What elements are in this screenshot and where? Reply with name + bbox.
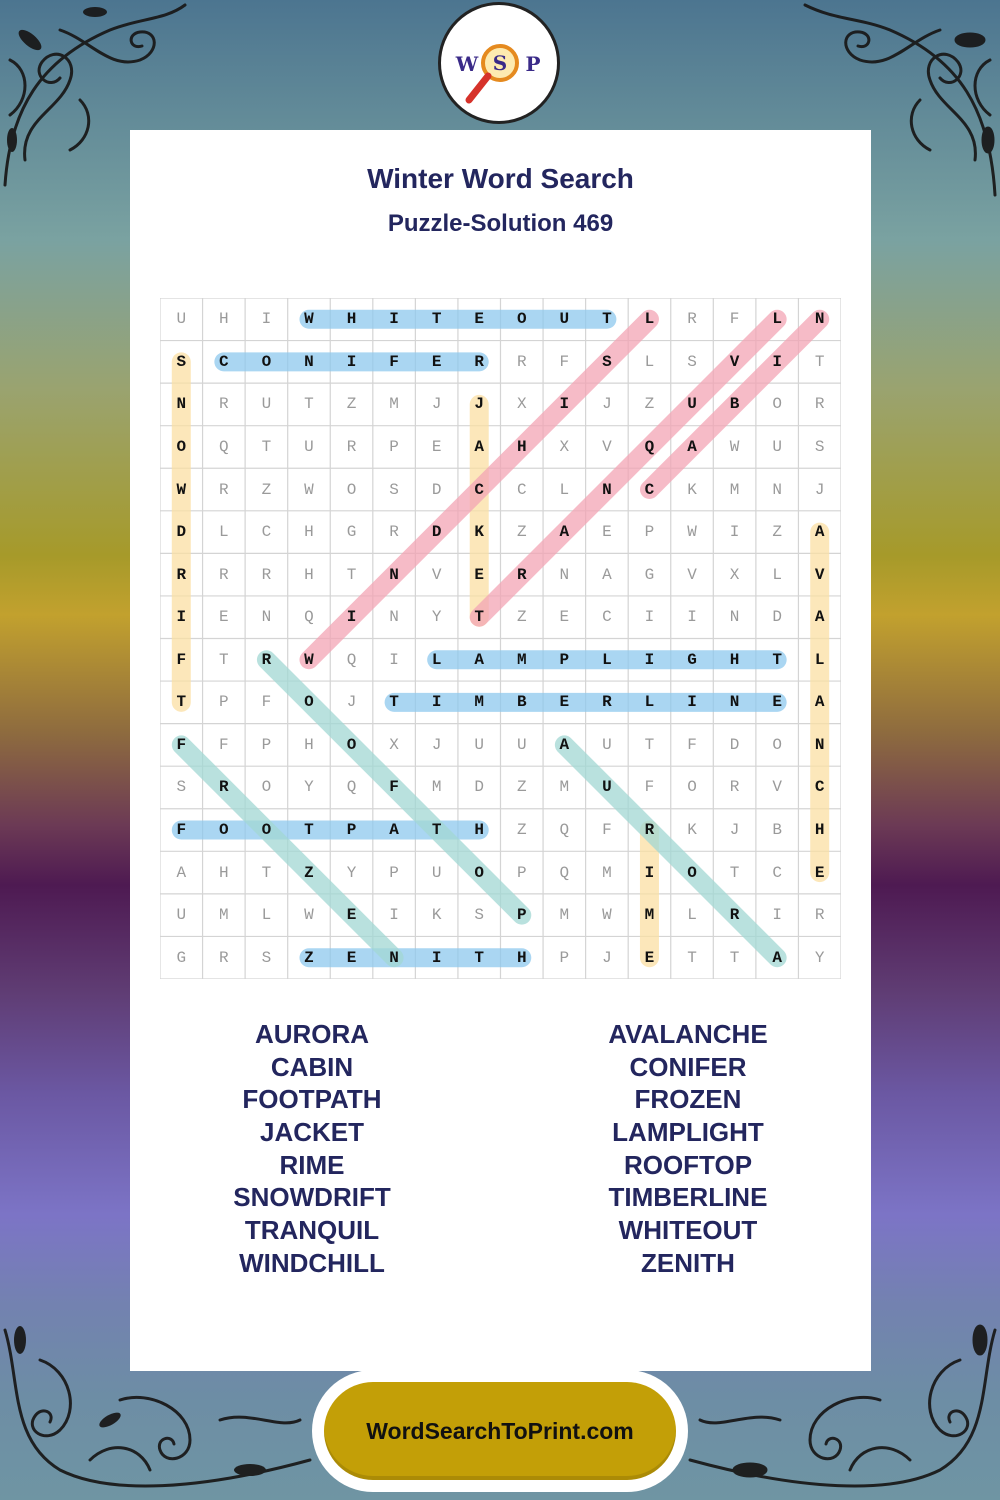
grid-cell: U xyxy=(602,735,612,754)
grid-cell: R xyxy=(729,778,740,797)
grid-cell: L xyxy=(431,650,442,669)
grid-cell: D xyxy=(772,608,782,627)
grid-cell: A xyxy=(814,608,825,627)
grid-cell: F xyxy=(389,352,399,371)
grid-cell: R xyxy=(814,906,825,925)
grid-cell: Z xyxy=(261,480,272,499)
grid-cell: E xyxy=(346,948,357,967)
grid-cell: O xyxy=(516,310,527,329)
grid-cell: Z xyxy=(346,395,357,414)
grid-cell: H xyxy=(516,948,527,967)
grid-cell: O xyxy=(772,395,782,414)
grid-cell: E xyxy=(559,608,570,627)
grid-cell: L xyxy=(261,906,272,925)
grid-cell: V xyxy=(814,565,825,584)
grid-cell: T xyxy=(176,693,187,712)
grid-cell: N xyxy=(304,352,314,371)
grid-cell: N xyxy=(772,480,782,499)
grid-cell: N xyxy=(559,565,570,584)
grid-cell: R xyxy=(729,906,740,925)
grid-cell: O xyxy=(304,693,314,712)
grid-cell: G xyxy=(687,650,697,669)
grid-cell: W xyxy=(304,310,314,329)
grid-cell: N xyxy=(261,608,272,627)
grid-cell: L xyxy=(559,480,570,499)
grid-cell: U xyxy=(559,310,570,329)
magnifier-icon xyxy=(441,5,557,121)
grid-cell: I xyxy=(389,906,399,925)
grid-cell: D xyxy=(474,778,485,797)
grid-cell: M xyxy=(389,395,399,414)
grid-cell: R xyxy=(602,693,612,712)
grid-cell: I xyxy=(261,310,272,329)
grid-cell: C xyxy=(474,480,485,499)
grid-cell: U xyxy=(687,395,697,414)
grid-cell: M xyxy=(516,650,527,669)
grid-cell: J xyxy=(346,693,357,712)
grid-cell: P xyxy=(644,523,655,542)
grid-cell: M xyxy=(729,480,740,499)
grid-cell: X xyxy=(516,395,527,414)
grid-cell: Z xyxy=(516,821,527,840)
grid-cell: T xyxy=(602,310,612,329)
grid-cell: L xyxy=(687,906,697,925)
grid-cell: B xyxy=(729,395,740,414)
grid-cell: Y xyxy=(304,778,314,797)
grid-cell: T xyxy=(431,821,442,840)
grid-cell: X xyxy=(729,565,740,584)
grid-cell: A xyxy=(772,948,782,967)
grid-cell: M xyxy=(431,778,442,797)
grid-cell: F xyxy=(219,735,229,754)
logo-letter-w: W xyxy=(455,52,479,76)
grid-cell: I xyxy=(772,906,782,925)
grid-cell: I xyxy=(687,608,697,627)
grid-cell: O xyxy=(219,821,229,840)
grid-cell: L xyxy=(644,693,655,712)
grid-cell: D xyxy=(729,735,740,754)
grid-cell: O xyxy=(261,778,272,797)
grid-cell: C xyxy=(261,523,272,542)
grid-cell: A xyxy=(814,693,825,712)
grid-cell: Q xyxy=(304,608,314,627)
grid-cell: E xyxy=(559,693,570,712)
grid-cell: T xyxy=(474,948,485,967)
grid-cell: J xyxy=(729,821,740,840)
grid-cell: A xyxy=(389,821,399,840)
grid-cell: Z xyxy=(516,608,527,627)
grid-cell: Q xyxy=(346,778,357,797)
grid-cell: N xyxy=(729,608,740,627)
grid-cell: C xyxy=(814,778,825,797)
logo-letter-s: S xyxy=(492,51,508,75)
grid-cell: M xyxy=(474,693,485,712)
grid-cell: L xyxy=(644,310,655,329)
grid-cell: E xyxy=(474,565,485,584)
footer-banner-link[interactable] xyxy=(324,1382,676,1480)
grid-cell: V xyxy=(772,778,782,797)
grid-cell: T xyxy=(474,608,485,627)
grid-cell: Z xyxy=(516,523,527,542)
grid-cell: H xyxy=(304,565,314,584)
grid-cell: W xyxy=(602,906,612,925)
grid-cell: I xyxy=(431,948,442,967)
grid-cell: S xyxy=(176,778,187,797)
grid-cell: O xyxy=(176,437,187,456)
grid-cell: J xyxy=(431,735,442,754)
grid-cell: M xyxy=(644,906,655,925)
grid-cell: A xyxy=(559,735,570,754)
grid-cell: U xyxy=(772,437,782,456)
grid-cell: N xyxy=(602,480,612,499)
grid-cell: T xyxy=(261,437,272,456)
grid-cell: O xyxy=(772,735,782,754)
grid-cell: D xyxy=(431,523,442,542)
grid-cell: H xyxy=(516,437,527,456)
grid-cell: H xyxy=(729,650,740,669)
grid-cell: G xyxy=(644,565,655,584)
grid-cell: R xyxy=(516,565,527,584)
grid-cell: V xyxy=(687,565,697,584)
grid-cell: I xyxy=(389,310,399,329)
grid-cell: R xyxy=(389,523,399,542)
grid-cell: E xyxy=(474,310,485,329)
grid-cell: S xyxy=(176,352,187,371)
grid-cell: V xyxy=(431,565,442,584)
grid-cell: I xyxy=(389,650,399,669)
grid-cell: S xyxy=(602,352,612,371)
grid-cell: T xyxy=(687,948,697,967)
grid-cell: A xyxy=(176,863,187,882)
grid-cell: I xyxy=(644,650,655,669)
grid-cell: H xyxy=(814,821,825,840)
grid-cell: L xyxy=(219,523,229,542)
grid-cell: O xyxy=(346,480,357,499)
grid-cell: X xyxy=(389,735,399,754)
grid-cell: F xyxy=(176,650,187,669)
grid-cell: H xyxy=(304,523,314,542)
grid-cell: W xyxy=(687,523,697,542)
grid-cell: R xyxy=(219,948,229,967)
grid-cell: F xyxy=(687,735,697,754)
grid-cell: O xyxy=(474,863,485,882)
grid-cell: I xyxy=(687,693,697,712)
grid-cell: K xyxy=(474,523,485,542)
grid-cell: G xyxy=(176,948,187,967)
grid-cell: W xyxy=(729,437,740,456)
grid-cell: T xyxy=(431,310,442,329)
grid-cell: M xyxy=(602,863,612,882)
grid-cell: C xyxy=(219,352,229,371)
grid-cell: T xyxy=(729,863,740,882)
grid-cell: N xyxy=(176,395,187,414)
page-title: Winter Word Search xyxy=(367,163,634,194)
grid-cell: T xyxy=(644,735,655,754)
grid-cell: I xyxy=(644,863,655,882)
grid-cell: O xyxy=(346,735,357,754)
grid-cell: I xyxy=(772,352,782,371)
word-list-item: FOOTPATH xyxy=(242,1084,382,1115)
word-list-item: WHITEOUT xyxy=(618,1215,758,1246)
grid-cell: P xyxy=(261,735,272,754)
grid-cell: R xyxy=(346,437,357,456)
grid-cell: A xyxy=(602,565,612,584)
grid-cell: U xyxy=(261,395,272,414)
grid-cell: F xyxy=(729,310,740,329)
grid-cell: T xyxy=(814,352,825,371)
grid-cell: T xyxy=(261,863,272,882)
grid-cell: B xyxy=(516,693,527,712)
grid-cell: I xyxy=(346,608,357,627)
grid-cell: L xyxy=(772,310,782,329)
grid-cell: A xyxy=(474,650,485,669)
grid-cell: N xyxy=(814,310,825,329)
grid-cell: O xyxy=(261,352,272,371)
grid-cell: Z xyxy=(772,523,782,542)
page-subtitle: Puzzle-Solution 469 xyxy=(387,210,614,237)
grid-cell: N xyxy=(389,608,399,627)
grid-cell: E xyxy=(814,863,825,882)
grid-cell: Q xyxy=(559,821,570,840)
grid-cell: H xyxy=(346,310,357,329)
word-list-item: CABIN xyxy=(270,1051,354,1082)
grid-cell: K xyxy=(687,480,697,499)
grid-cell: C xyxy=(644,480,655,499)
grid-cell: O xyxy=(687,778,697,797)
grid-cell: L xyxy=(644,352,655,371)
grid-cell: E xyxy=(346,906,357,925)
grid-cell: Z xyxy=(516,778,527,797)
logo-letter-p: P xyxy=(525,52,541,76)
grid-cell: A xyxy=(474,437,485,456)
grid-cell: Z xyxy=(304,948,314,967)
grid-cell: Q xyxy=(219,437,229,456)
grid-cell: Y xyxy=(431,608,442,627)
grid-cell: D xyxy=(176,523,187,542)
grid-cell: A xyxy=(814,523,825,542)
grid-cell: T xyxy=(389,693,399,712)
grid-cell: P xyxy=(516,906,527,925)
grid-cell: H xyxy=(474,821,485,840)
grid-cell: R xyxy=(219,565,229,584)
grid-cell: Y xyxy=(346,863,357,882)
grid-cell: U xyxy=(602,778,612,797)
grid-cell: S xyxy=(389,480,399,499)
grid-cell: J xyxy=(474,395,485,414)
grid-cell: E xyxy=(431,437,442,456)
grid-cell: R xyxy=(261,650,272,669)
word-list-right xyxy=(538,1018,838,1280)
grid-cell: S xyxy=(474,906,485,925)
word-list-item: AURORA xyxy=(254,1019,370,1049)
word-list-item: SNOWDRIFT xyxy=(233,1182,391,1213)
grid-cell: E xyxy=(431,352,442,371)
grid-cell: C xyxy=(516,480,527,499)
grid-cell: R xyxy=(176,565,187,584)
grid-cell: B xyxy=(772,821,782,840)
grid-cell: H xyxy=(304,735,314,754)
grid-cell: K xyxy=(687,821,697,840)
grid-cell: J xyxy=(814,480,825,499)
grid-cell: I xyxy=(559,395,570,414)
grid-cell: F xyxy=(559,352,570,371)
grid-cell: H xyxy=(219,310,229,329)
grid-cell: F xyxy=(176,735,187,754)
grid-cell: X xyxy=(559,437,570,456)
grid-cell: P xyxy=(389,863,399,882)
grid-cell: F xyxy=(602,821,612,840)
grid-cell: R xyxy=(219,778,229,797)
grid-cell: T xyxy=(729,948,740,967)
grid-cell: T xyxy=(219,650,229,669)
grid-cell: U xyxy=(474,735,485,754)
grid-cell: O xyxy=(261,821,272,840)
grid-cell: E xyxy=(219,608,229,627)
grid-cell: E xyxy=(772,693,782,712)
grid-cell: R xyxy=(644,821,655,840)
grid-cell: U xyxy=(176,310,187,329)
site-logo[interactable] xyxy=(438,2,560,124)
word-list-item: TRANQUIL xyxy=(244,1215,380,1246)
grid-cell: L xyxy=(772,565,782,584)
grid-cell: U xyxy=(431,863,442,882)
grid-cell: U xyxy=(304,437,314,456)
word-list-item: CONIFER xyxy=(629,1051,747,1082)
grid-cell: E xyxy=(602,523,612,542)
grid-cell: D xyxy=(431,480,442,499)
grid-cell: N xyxy=(389,948,399,967)
grid-cell: I xyxy=(729,523,740,542)
grid-cell: N xyxy=(729,693,740,712)
word-list-item: AVALANCHE xyxy=(608,1019,768,1049)
grid-cell: N xyxy=(814,735,825,754)
word-list-item: ROOFTOP xyxy=(623,1149,753,1180)
word-list-item: TIMBERLINE xyxy=(608,1182,768,1213)
grid-cell: M xyxy=(219,906,229,925)
grid-cell: T xyxy=(304,395,314,414)
grid-cell: W xyxy=(176,480,187,499)
grid-cell: U xyxy=(176,906,187,925)
grid-cell: K xyxy=(431,906,442,925)
grid-cell: L xyxy=(814,650,825,669)
grid-cell: I xyxy=(431,693,442,712)
word-list-item: LAMPLIGHT xyxy=(612,1117,764,1148)
grid-cell: V xyxy=(602,437,612,456)
grid-cell: S xyxy=(814,437,825,456)
grid-cell: V xyxy=(729,352,740,371)
word-list-item: ZENITH xyxy=(641,1247,735,1278)
grid-cell: I xyxy=(644,608,655,627)
grid-cell: R xyxy=(814,395,825,414)
grid-cell: O xyxy=(687,863,697,882)
grid-cell: I xyxy=(346,352,357,371)
grid-cell: I xyxy=(176,608,187,627)
grid-cell: S xyxy=(687,352,697,371)
grid-cell: Z xyxy=(644,395,655,414)
grid-cell: N xyxy=(389,565,399,584)
grid-cell: M xyxy=(559,906,570,925)
grid-cell: R xyxy=(687,310,697,329)
grid-cell: W xyxy=(304,906,314,925)
grid-cell: T xyxy=(304,821,314,840)
grid-cell: F xyxy=(644,778,655,797)
grid-cell: L xyxy=(602,650,612,669)
grid-cell: R xyxy=(261,565,272,584)
grid-cell: H xyxy=(219,863,229,882)
grid-cell: F xyxy=(176,821,187,840)
grid-cell: Q xyxy=(346,650,357,669)
grid-cell: G xyxy=(346,523,357,542)
grid-cell: W xyxy=(304,650,314,669)
grid-cell: R xyxy=(516,352,527,371)
word-search-grid xyxy=(160,298,841,979)
word-list-item: JACKET xyxy=(259,1117,364,1148)
footer-site-name: WordSearchToPrint.com xyxy=(366,1417,634,1444)
grid-cell: E xyxy=(644,948,655,967)
grid-cell: Y xyxy=(814,948,825,967)
grid-cell: P xyxy=(559,650,570,669)
grid-cell: A xyxy=(559,523,570,542)
grid-cell: W xyxy=(304,480,314,499)
grid-cell: Q xyxy=(559,863,570,882)
grid-cell: F xyxy=(389,778,399,797)
grid-cell: A xyxy=(687,437,697,456)
grid-cell: P xyxy=(346,821,357,840)
grid-cell: S xyxy=(261,948,272,967)
grid-cell: F xyxy=(261,693,272,712)
grid-cell: Q xyxy=(644,437,655,456)
word-list-item: WINDCHILL xyxy=(239,1247,385,1278)
grid-cell: M xyxy=(559,778,570,797)
grid-cell: P xyxy=(559,948,570,967)
grid-cell: P xyxy=(219,693,229,712)
grid-cell: C xyxy=(772,863,782,882)
grid-cell: R xyxy=(219,480,229,499)
grid-cell: J xyxy=(431,395,442,414)
grid-cell: J xyxy=(602,948,612,967)
word-list-item: RIME xyxy=(279,1149,345,1180)
word-list-left xyxy=(162,1018,462,1280)
grid-cell: P xyxy=(516,863,527,882)
grid-cell: T xyxy=(346,565,357,584)
grid-cell: J xyxy=(602,395,612,414)
grid-cell: R xyxy=(219,395,229,414)
grid-cell: C xyxy=(602,608,612,627)
word-list-item: FROZEN xyxy=(634,1084,742,1115)
grid-cell: Z xyxy=(304,863,314,882)
grid-cell: R xyxy=(474,352,485,371)
grid-cell: T xyxy=(772,650,782,669)
grid-cell: U xyxy=(516,735,527,754)
grid-cell: P xyxy=(389,437,399,456)
